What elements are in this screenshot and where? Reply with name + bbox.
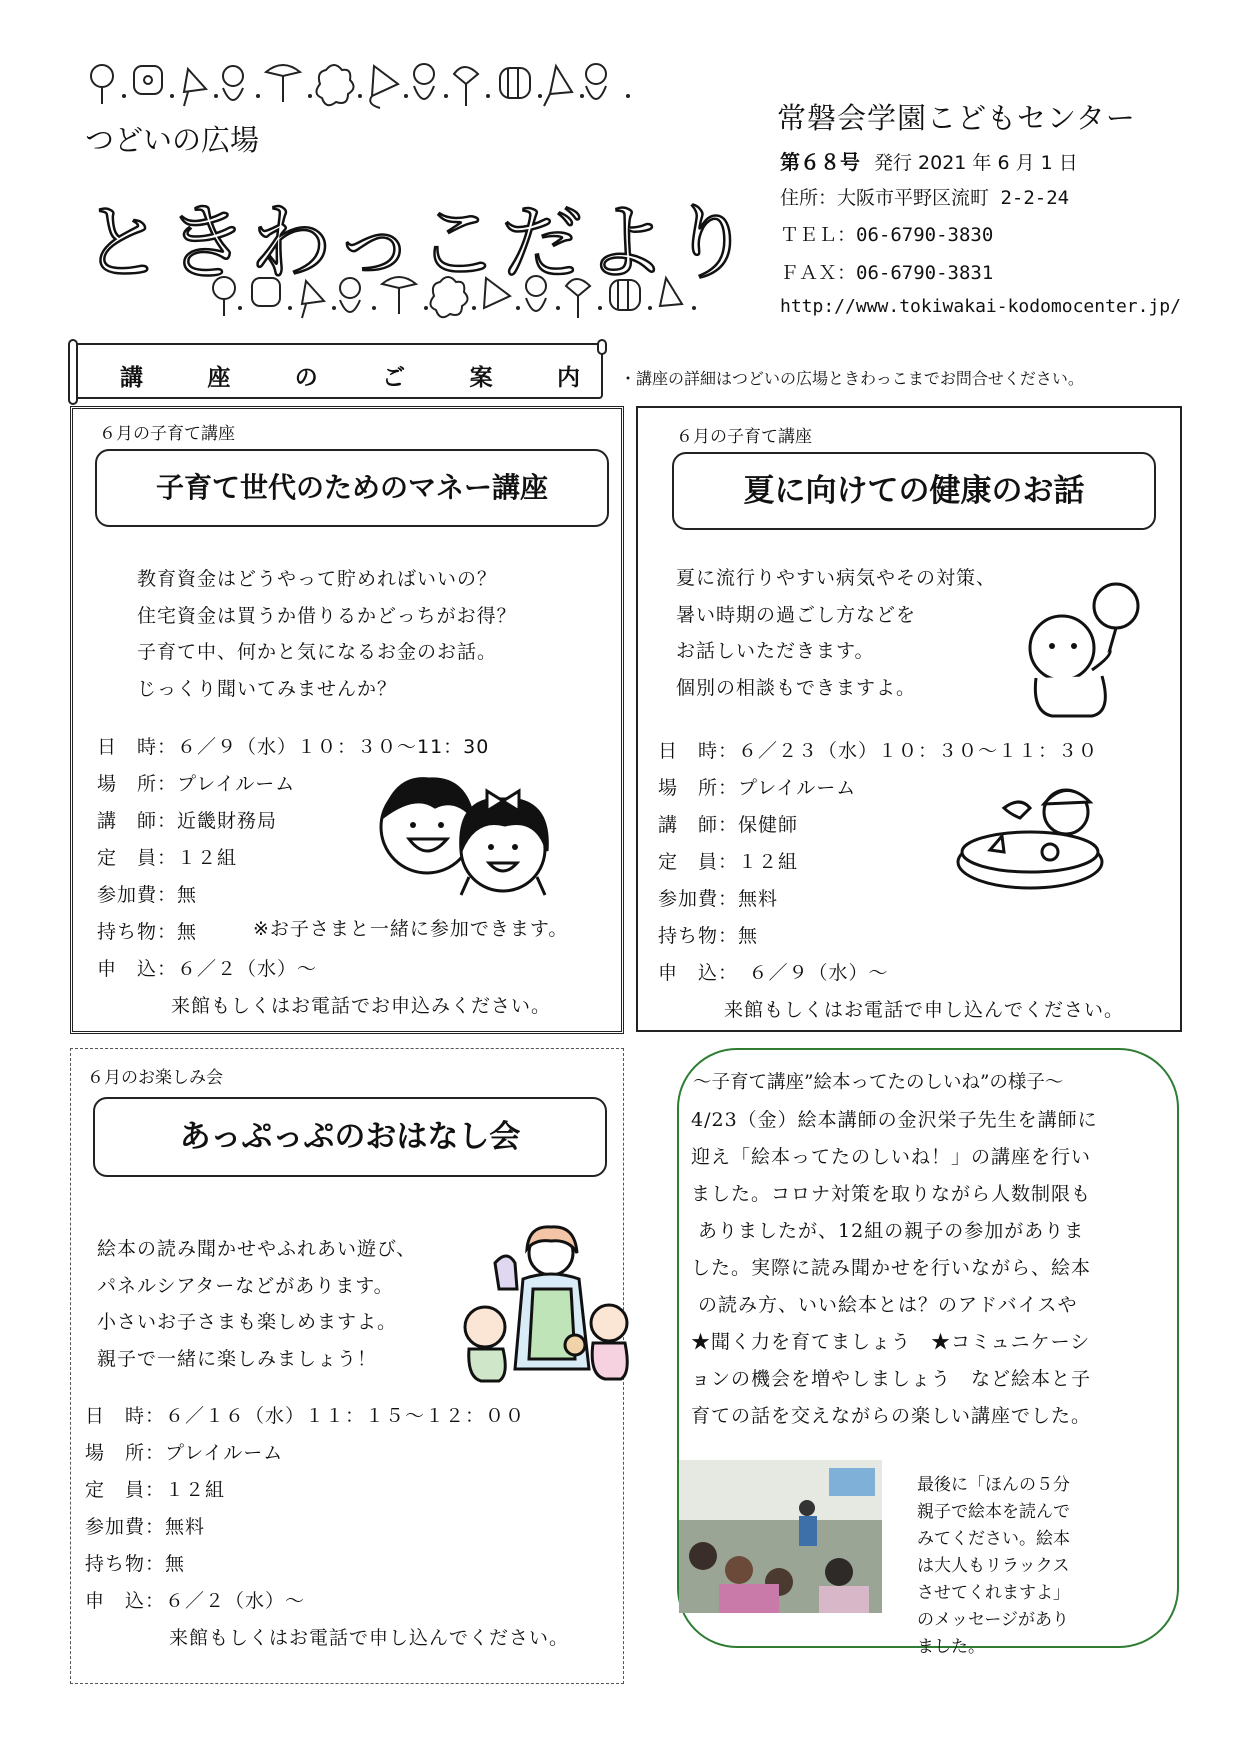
doodle-icons-bottom <box>210 266 730 326</box>
storyteller-with-children-illustration <box>459 1219 639 1389</box>
story-event-apply-note: 来館もしくはお電話で申し込んでください。 <box>169 1627 570 1649</box>
report-line: ました。コロナ対策を取りながら人数制限も <box>691 1183 1092 1205</box>
report-side-line: 親子で絵本を読んで <box>917 1502 1070 1522</box>
health-course-apply-note: 来館もしくはお電話で申し込んでください。 <box>724 999 1125 1021</box>
fax: ＦＡＸ：06-6790-3831 <box>780 262 994 284</box>
story-event-date: 日 時：６／１６（水）１１：１５～１２：００ <box>85 1405 526 1427</box>
organization-name: 常磐会学園こどもセンター <box>777 101 1136 135</box>
report-line: ョンの機会を増やしましょう など絵本と子 <box>691 1368 1092 1390</box>
story-event-apply: 申 込：６／２（水）～ <box>85 1590 306 1612</box>
money-course-tag: ６月の子育て講座 <box>99 424 235 444</box>
report-line: ありましたが、12組の親子の参加がありま <box>691 1220 1085 1242</box>
description-line: 夏に流行りやすい病気やその対策、 <box>676 567 997 589</box>
description-line: 個別の相談もできますよ。 <box>676 676 917 699</box>
report-line: ★聞く力を育てましょう ★コミュニケーシ <box>691 1331 1091 1353</box>
report-line: 迎え「絵本ってたのしいね！」の講座を行い <box>691 1146 1092 1168</box>
report-side-line: のメッセージがあり <box>917 1610 1069 1630</box>
banner-note: ・講座の詳細はつどいの広場ときわっこまでお問合せください。 <box>620 369 1084 388</box>
child-in-pool-illustration <box>950 778 1120 898</box>
report-side-text <box>917 1472 1070 1661</box>
banner-char: ご <box>382 365 406 391</box>
report-side-line: ました。 <box>917 1637 985 1657</box>
report-side-line: 最後に「ほんの５分 <box>917 1475 1070 1495</box>
money-course-lecturer: 講 師：近畿財務局 <box>97 810 278 832</box>
story-event-tag: ６月のお楽しみ会 <box>87 1068 223 1088</box>
issue-info <box>780 146 1078 175</box>
health-course-bring: 持ち物：無 <box>658 925 759 947</box>
description-line: 子育て中、何かと気になるお金のお話。 <box>137 641 498 663</box>
money-course-child-note: ※お子さまと一緒に参加できます。 <box>253 918 569 940</box>
decoration-row-bottom <box>210 266 730 326</box>
banner-char: 座 <box>207 365 231 391</box>
children-faces-illustration <box>365 767 585 897</box>
health-course-capacity: 定 員：１２組 <box>658 851 799 873</box>
health-course-apply: 申 込： ６／９（水）～ <box>658 962 889 984</box>
health-course-description <box>676 560 996 706</box>
description-line: パネルシアターなどがあります。 <box>97 1274 394 1297</box>
lecture-photo <box>679 1460 882 1613</box>
baby-with-fan-illustration <box>1012 576 1162 726</box>
story-event-place: 場 所：プレイルーム <box>85 1442 284 1464</box>
description-line: 絵本の読み聞かせやふれあい遊び、 <box>97 1238 417 1260</box>
telephone: ＴＥＬ：06-6790-3830 <box>780 224 994 246</box>
banner-char: 案 <box>469 365 493 391</box>
course-guide-banner <box>70 343 603 399</box>
description-line: 住宅資金は買うか借りるかどっちがお得？ <box>137 604 517 627</box>
doodle-icons-top <box>88 54 648 114</box>
health-course-place: 場 所：プレイルーム <box>658 777 857 799</box>
banner-char: の <box>294 365 318 391</box>
description-line: じっくり聞いてみませんか？ <box>137 677 398 700</box>
website-link[interactable]: http://www.tokiwakai-kodomocenter.jp/ <box>780 296 1181 317</box>
report-body <box>691 1102 1098 1435</box>
report-line: 育ての話を交えながらの楽しい講座でした。 <box>691 1405 1092 1427</box>
health-course-tag: ６月の子育て講座 <box>676 427 812 447</box>
health-course-lecturer: 講 師：保健師 <box>658 814 799 836</box>
money-course-capacity: 定 員：１２組 <box>97 847 238 869</box>
story-event-capacity: 定 員：１２組 <box>85 1479 226 1501</box>
health-course-title: 夏に向けての健康のお話 <box>672 452 1156 530</box>
decoration-row-top <box>88 54 648 114</box>
subtitle: つどいの広場 <box>85 123 260 157</box>
description-line: 親子で一緒に楽しみましょう！ <box>97 1347 378 1370</box>
report-heading: ～子育て講座”絵本ってたのしいね”の様子～ <box>693 1072 1064 1093</box>
description-line: 教育資金はどうやって貯めればいいの？ <box>137 568 498 590</box>
money-course-title: 子育て世代のためのマネー講座 <box>95 449 609 527</box>
issue-number: 第６８号 <box>780 150 860 174</box>
report-line: した。実際に読み聞かせを行いながら、絵本 <box>691 1257 1092 1279</box>
money-course-description <box>137 561 517 707</box>
money-course-panel <box>70 406 624 1034</box>
story-event-bring: 持ち物：無 <box>85 1553 186 1575</box>
report-side-line: みてください。絵本 <box>917 1529 1070 1549</box>
scroll-end-right <box>597 339 607 355</box>
story-event-description <box>97 1231 416 1377</box>
scroll-end-left <box>68 339 78 405</box>
health-course-fee: 参加費：無料 <box>658 888 779 910</box>
banner-char: 内 <box>556 365 580 391</box>
report-side-line: させてくれますよ」 <box>917 1583 1070 1603</box>
report-line: の読み方、いい絵本とは？のアドバイスや <box>691 1294 1078 1316</box>
banner-char: 講 <box>120 365 143 391</box>
health-course-date: 日 時：６／２３（水）１０：３０～１１：３０ <box>658 740 1099 762</box>
report-side-line: は大人もリラックス <box>917 1556 1070 1576</box>
description-line: お話しいただきます。 <box>676 640 875 662</box>
newsletter-title: ときわっこだより <box>82 196 754 291</box>
description-line: 暑い時期の過ごし方などを <box>676 603 917 626</box>
description-line: 小さいお子さまも楽しめますよ。 <box>97 1311 398 1333</box>
address: 住所：大阪市平野区流町 2-2-24 <box>780 187 1070 209</box>
issue-date: 発行 2021 年 6 月 1 日 <box>874 152 1078 174</box>
report-line: 4/23（金）絵本講師の金沢栄子先生を講師に <box>691 1109 1098 1131</box>
money-course-apply-note: 来館もしくはお電話でお申込みください。 <box>171 995 552 1017</box>
story-event-title: あっぷっぷのおはなし会 <box>93 1097 607 1177</box>
lecture-photo-scene <box>679 1460 882 1613</box>
money-course-fee: 参加費：無 <box>97 884 198 906</box>
health-course-panel <box>636 406 1182 1032</box>
banner-heading <box>120 359 580 392</box>
money-course-apply: 申 込：６／２（水）～ <box>97 958 318 980</box>
story-event-panel <box>70 1048 624 1684</box>
money-course-date: 日 時：６／９（水）１０：３０～11：30 <box>97 736 490 758</box>
money-course-bring: 持ち物：無 <box>97 921 198 943</box>
story-event-fee: 参加費：無料 <box>85 1516 206 1538</box>
money-course-place: 場 所：プレイルーム <box>97 773 296 795</box>
